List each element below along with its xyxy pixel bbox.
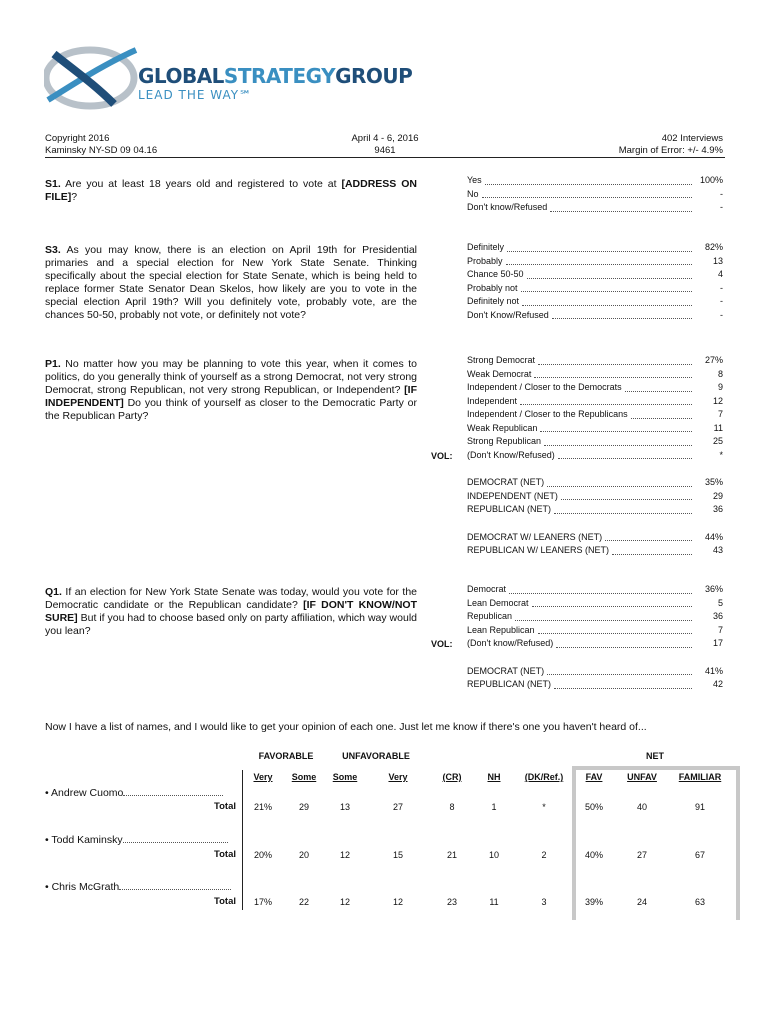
cell: 12 — [339, 850, 350, 860]
question-text: Are you at least 18 years old and registered to vote at — [60, 178, 342, 190]
answer-value: 4 — [717, 269, 723, 279]
study-code: 9461 — [374, 145, 396, 156]
cell: 24 — [636, 897, 647, 907]
answer-row — [467, 435, 723, 449]
net-value: 29 — [712, 490, 723, 501]
net-label: INDEPENDENT (NET) — [467, 490, 558, 501]
brand-tagline: LEAD THE WAY℠ — [138, 88, 253, 102]
vol-label: VOL: — [431, 451, 453, 461]
cell: 20 — [298, 850, 309, 860]
answer-value: 82% — [704, 242, 723, 252]
net-row — [467, 678, 723, 692]
group-unfavorable: UNFAVORABLE — [342, 751, 410, 761]
answer-row — [467, 381, 723, 395]
question-instruction: [IF DON'T KNOW/NOT SURE] — [45, 599, 418, 624]
globe-swoosh-icon — [44, 44, 140, 114]
candidate-name: • Chris McGrath — [45, 881, 120, 893]
answer-value: 36% — [704, 584, 723, 594]
answer-value: 8 — [717, 368, 723, 379]
cell: 1 — [491, 802, 497, 812]
cell: 17% — [253, 897, 272, 907]
answer-row — [467, 449, 723, 463]
answer-row — [467, 624, 723, 638]
answer-value: 5 — [717, 597, 723, 608]
answer-value: 100% — [699, 175, 723, 185]
brand-name-part3: GROUP — [335, 64, 413, 88]
table-row-name — [45, 834, 240, 846]
answer-value: 7 — [717, 409, 723, 419]
group-favorable: FAVORABLE — [258, 751, 314, 761]
net-value: 44% — [704, 531, 723, 542]
answer-label: Weak Republican — [467, 422, 538, 433]
cell: * — [542, 802, 546, 812]
cell: 67 — [694, 850, 705, 860]
answer-value: 13 — [712, 255, 723, 266]
answer-row — [467, 354, 723, 368]
answer-value: - — [720, 282, 723, 293]
brand-name-part1: GLOBAL — [138, 64, 224, 88]
question-instruction: [ADDRESS ON FILE] — [45, 178, 417, 203]
net-value: 36 — [712, 504, 723, 514]
col-header: (CR) — [442, 772, 462, 782]
answer-value: 7 — [717, 624, 723, 635]
answer-value: - — [720, 202, 723, 212]
net-value: 43 — [712, 545, 723, 555]
col-header: FAV — [585, 772, 603, 782]
total-label: Total — [214, 849, 236, 860]
cell: 20% — [253, 850, 272, 860]
answer-value: 12 — [712, 395, 723, 406]
question-text: ? — [71, 191, 78, 203]
answer-label: Probably not — [467, 282, 518, 293]
margin-of-error: Margin of Error: +/- 4.9% — [618, 145, 723, 156]
answer-row — [467, 255, 723, 269]
question-id: P1. — [45, 358, 61, 370]
cell: 8 — [449, 802, 455, 812]
copyright: Copyright 2016 — [45, 133, 110, 144]
answer-row — [467, 395, 723, 409]
candidate-name: • Andrew Cuomo — [45, 787, 124, 799]
question-text: No matter how you may be planning to vote this year, when it comes to politics, do you generally think of yourself as a strong Democrat, not very strong Democrat, strong Republican, not very strong Republican, or Independent? — [45, 358, 417, 396]
names-intro: Now I have a list of names, and I would like to get your opinion of each one. Just let me know if there's one you haven't heard of... — [45, 721, 647, 733]
file-name: Kaminsky NY-SD 09 04.16 — [45, 145, 158, 156]
answer-row — [467, 597, 723, 611]
cell: 12 — [339, 897, 350, 907]
cell: 63 — [694, 897, 705, 907]
col-header: Some — [291, 772, 317, 782]
answer-label: Strong Democrat — [467, 355, 536, 365]
net-label: REPUBLICAN (NET) — [467, 504, 552, 514]
answer-row — [467, 408, 723, 422]
answer-value: 25 — [712, 436, 723, 446]
answer-label: Don't Know/Refused — [467, 309, 549, 320]
candidate-name: • Todd Kaminsky — [45, 834, 123, 846]
cell: 15 — [392, 850, 403, 860]
answer-label: Yes — [467, 175, 482, 185]
answer-label: Independent — [467, 395, 518, 406]
col-header: FAMILIAR — [678, 772, 722, 782]
total-label: Total — [214, 896, 236, 907]
name-column-rule — [242, 770, 243, 910]
answers-s1 — [467, 174, 723, 215]
net-value: 42 — [712, 679, 723, 689]
answer-label: Chance 50-50 — [467, 269, 524, 279]
answer-value: 9 — [717, 382, 723, 392]
answer-label: Definitely not — [467, 296, 520, 306]
cell: 27 — [392, 802, 403, 812]
answer-value: * — [719, 449, 723, 460]
answer-label: Probably — [467, 255, 503, 266]
total-label: Total — [214, 801, 236, 812]
question-id: S3. — [45, 244, 61, 256]
question-id: Q1. — [45, 586, 62, 598]
cell: 12 — [392, 897, 403, 907]
cell: 40 — [636, 802, 647, 812]
answer-row — [467, 201, 723, 215]
net-row — [467, 665, 723, 679]
answers-p1 — [467, 354, 723, 558]
net-highlight-box — [572, 766, 740, 920]
answer-label: Independent / Closer to the Republicans — [467, 409, 628, 419]
net-row — [467, 476, 723, 490]
col-header: (DK/Ref.) — [524, 772, 564, 782]
answer-label: (Don't Know/Refused) — [467, 449, 555, 460]
answers-q1 — [467, 583, 723, 692]
header-rule — [45, 157, 725, 158]
question-q1 — [45, 586, 417, 638]
table-row-name — [45, 881, 240, 893]
answer-row — [467, 282, 723, 296]
answer-row — [467, 422, 723, 436]
answer-row — [467, 268, 723, 282]
cell: 21% — [253, 802, 272, 812]
answer-row — [467, 295, 723, 309]
answer-row — [467, 583, 723, 597]
table-row-name — [45, 787, 240, 799]
answer-label: Definitely — [467, 242, 505, 252]
answer-label: Lean Republican — [467, 624, 535, 635]
cell: 21 — [446, 850, 457, 860]
answers-s3 — [467, 241, 723, 322]
answer-value: - — [720, 309, 723, 320]
answer-label: Republican — [467, 611, 513, 621]
col-header: Very — [253, 772, 273, 782]
answer-label: Strong Republican — [467, 436, 542, 446]
field-dates: April 4 - 6, 2016 — [351, 133, 419, 144]
answer-row — [467, 368, 723, 382]
col-header: UNFAV — [627, 772, 657, 782]
question-p1 — [45, 358, 417, 423]
answer-value: - — [720, 296, 723, 306]
answer-label: Weak Democrat — [467, 368, 532, 379]
vol-label: VOL: — [431, 639, 453, 649]
net-label: DEMOCRAT (NET) — [467, 665, 545, 676]
answer-label: No — [467, 188, 479, 199]
answer-row — [467, 309, 723, 323]
cell: 13 — [339, 802, 350, 812]
question-text: As you may know, there is an election on April 19th for Presidential primaries and a special election for New York State Senate. Thinking specifically about the special election for State Senate, which is being held to replace former State Senator Dean Skelos, how likely are you to vote in the special election April 19th? Will you definitely vote, probably vote, are the chances 50-50, probably not vote, or definitely not vote? — [45, 244, 417, 321]
question-text: But if you had to choose based only on party affiliation, which way would you lean? — [45, 612, 417, 637]
answer-row — [467, 188, 723, 202]
answer-row — [467, 637, 723, 651]
cell: 3 — [541, 897, 547, 907]
logo — [44, 44, 413, 114]
question-text: Do you think of yourself as closer to the Democratic Party or the Republican Party? — [45, 397, 417, 422]
answer-row — [467, 241, 723, 255]
answer-label: Democrat — [467, 584, 507, 594]
question-id: S1. — [45, 178, 61, 190]
net-label: REPUBLICAN W/ LEANERS (NET) — [467, 545, 610, 555]
brand-name-part2: STRATEGY — [223, 64, 336, 88]
interview-count: 402 Interviews — [661, 133, 723, 144]
question-s3 — [45, 244, 417, 322]
cell: 10 — [488, 850, 499, 860]
group-net: NET — [646, 751, 664, 761]
net-value: 41% — [704, 665, 723, 676]
cell: 39% — [584, 897, 603, 907]
answer-value: 11 — [713, 422, 723, 433]
cell: 2 — [541, 850, 547, 860]
net-label: REPUBLICAN (NET) — [467, 679, 552, 689]
header-center — [330, 133, 440, 157]
net-label: DEMOCRAT (NET) — [467, 477, 545, 487]
answer-label: (Don't know/Refused) — [467, 638, 554, 648]
question-instruction: [IF INDEPENDENT] — [45, 384, 417, 409]
header-left — [45, 133, 157, 157]
header-right — [619, 133, 723, 157]
answer-value: 36 — [712, 611, 723, 621]
cell: 29 — [298, 802, 309, 812]
question-s1 — [45, 178, 417, 204]
col-header: Very — [388, 772, 408, 782]
answer-value: 27% — [704, 355, 723, 365]
cell: 27 — [636, 850, 647, 860]
col-header: Some — [332, 772, 358, 782]
net-row — [467, 490, 723, 504]
answer-label: Lean Democrat — [467, 597, 529, 608]
answer-value: - — [720, 188, 723, 199]
net-row — [467, 503, 723, 517]
answer-row — [467, 610, 723, 624]
question-text: If an election for New York State Senate was today, would you vote for the Democratic candidate or the Republican candidate? — [45, 586, 417, 611]
answer-label: Independent / Closer to the Democrats — [467, 382, 622, 392]
answer-row — [467, 174, 723, 188]
cell: 23 — [446, 897, 457, 907]
cell: 91 — [694, 802, 705, 812]
cell: 22 — [298, 897, 309, 907]
answer-value: 17 — [712, 638, 723, 648]
answer-label: Don't know/Refused — [467, 202, 548, 212]
net-row — [467, 531, 723, 545]
cell: 11 — [489, 897, 499, 907]
cell: 40% — [584, 850, 603, 860]
net-row — [467, 544, 723, 558]
net-value: 35% — [704, 477, 723, 487]
cell: 50% — [584, 802, 603, 812]
net-label: DEMOCRAT W/ LEANERS (NET) — [467, 531, 603, 542]
col-header: NH — [487, 772, 501, 782]
